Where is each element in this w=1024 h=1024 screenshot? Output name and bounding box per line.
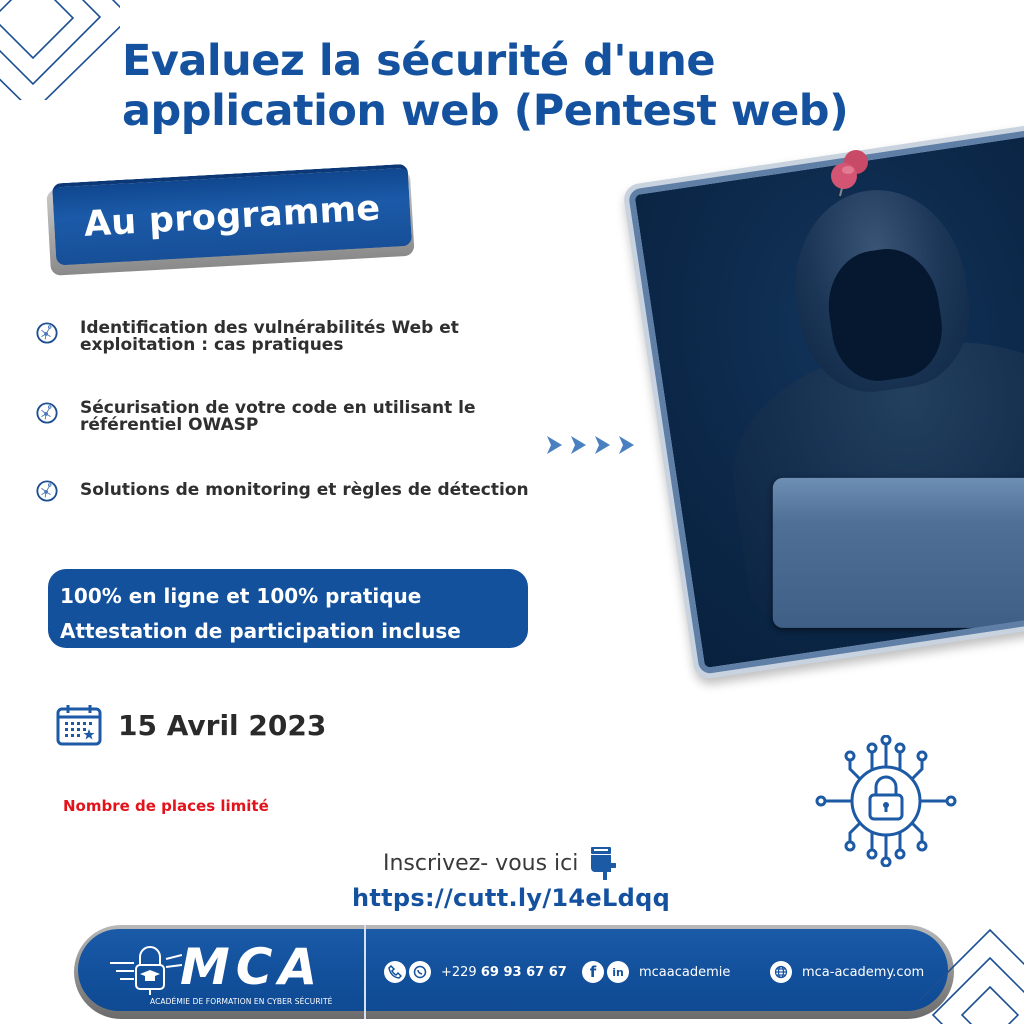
contact-social[interactable] (582, 961, 730, 983)
registration-prompt (383, 846, 616, 880)
program-item-text: Solutions de monitoring et règles de détection (80, 480, 529, 500)
website-url: mca-academy.com (802, 964, 925, 980)
cyber-lock-icon (815, 735, 957, 867)
contact-phone[interactable] (384, 961, 567, 983)
network-node-icon (36, 322, 58, 344)
social-handle: mcaacademie (639, 964, 731, 980)
program-item-2 (36, 400, 475, 434)
feature-online: 100% en ligne et 100% pratique (60, 584, 422, 608)
network-node-icon (36, 480, 58, 502)
diamond-pattern-decoration (0, 0, 120, 100)
chevron-right-icon (619, 436, 634, 454)
title-line-2: application web (Pentest web) (122, 86, 849, 136)
laptop (773, 478, 1024, 628)
hacker-photo-frame (622, 117, 1024, 681)
footer-contact-bar (74, 925, 954, 1019)
pointing-hand-icon (588, 846, 616, 880)
chevron-right-icon (547, 436, 562, 454)
whatsapp-icon (409, 961, 431, 983)
phone-icon (384, 961, 406, 983)
chevron-arrows-decoration (547, 436, 634, 454)
diamond-pattern-decoration (920, 915, 1024, 1024)
calendar-icon (56, 704, 102, 746)
phone-number: +229 69 93 67 67 (441, 964, 567, 980)
hacker-photo (628, 122, 1024, 675)
program-item-1 (36, 320, 459, 354)
network-node-icon (36, 402, 58, 424)
features-box (48, 569, 528, 648)
brand-tagline: ACADÉMIE DE FORMATION EN CYBER SÉCURITÉ (150, 997, 333, 1006)
page-title (122, 36, 922, 136)
padlock-graduation-cap-icon (110, 943, 182, 997)
chevron-right-icon (571, 436, 586, 454)
registration-text: Inscrivez- vous ici (383, 850, 579, 876)
programme-badge (46, 164, 415, 276)
program-item-3 (36, 478, 529, 502)
mca-logo (110, 939, 350, 1009)
footer-face (78, 929, 948, 1011)
globe-icon (770, 961, 792, 983)
linkedin-icon: in (607, 961, 629, 983)
facebook-icon: f (582, 961, 604, 983)
program-item-text: Identification des vulnérabilités Web et exploitation : cas pratiques (80, 318, 459, 355)
program-item-text: Sécurisation de votre code en utilisant le référentiel OWASP (80, 398, 476, 435)
event-date: 15 Avril 2023 (118, 708, 327, 742)
registration-link[interactable]: https://cutt.ly/14eLdqq (352, 884, 671, 912)
programme-label: Au programme (82, 188, 382, 245)
footer-divider (364, 925, 366, 1019)
contact-website[interactable] (770, 961, 924, 983)
limited-seats-notice: Nombre de places limité (63, 797, 269, 815)
title-line-1: Evaluez la sécurité d'une (122, 36, 715, 86)
event-date-row (56, 704, 326, 746)
chevron-right-icon (595, 436, 610, 454)
feature-certificate: Attestation de participation incluse (60, 619, 461, 643)
brand-name: MCA (180, 938, 324, 996)
pushpin-icon (828, 148, 876, 198)
